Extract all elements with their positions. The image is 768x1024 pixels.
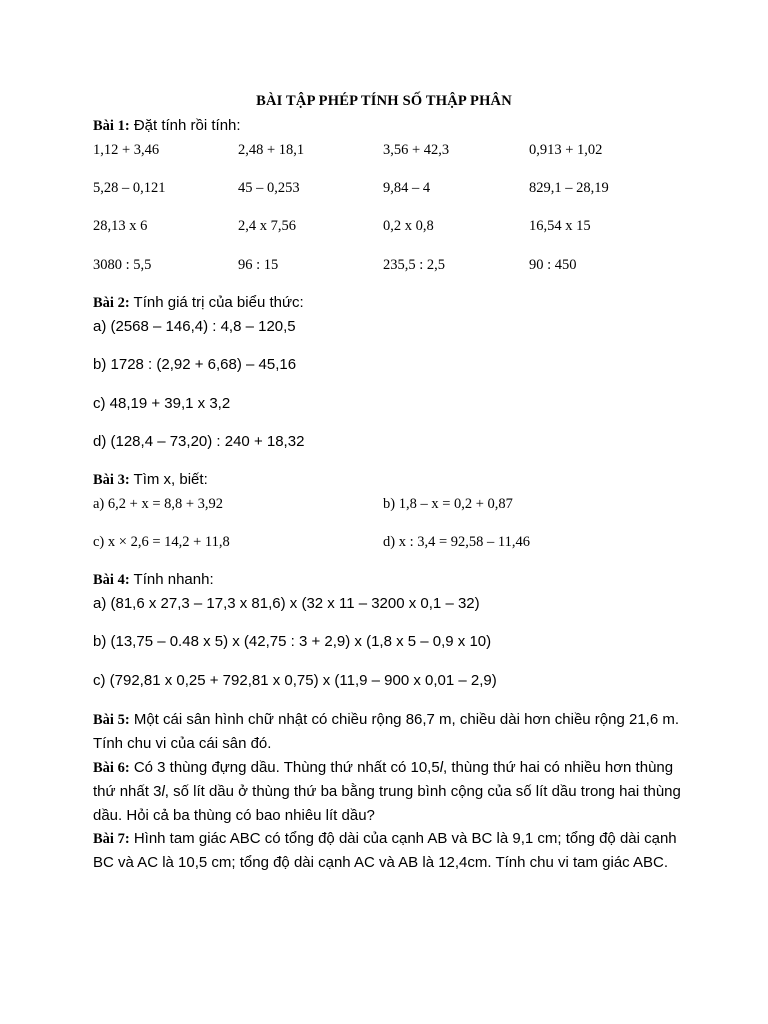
calc-item: 235,5 : 2,5 <box>383 257 446 273</box>
quick-calc-item: b) (13,75 – 0.48 x 5) x (42,75 : 3 + 2,9) x (1,8 x 5 – 0,9 x 10) <box>93 633 492 650</box>
exercise-1-prompt: Đặt tính rồi tính: <box>129 117 241 134</box>
quick-calc-item: c) (792,81 x 0,25 + 792,81 x 0,75) x (11,9 – 900 x 0,01 – 2,9) <box>93 672 497 689</box>
exercise-6-text: Có 3 thùng đựng dầu. Thùng thứ nhất có 10,5 <box>129 759 440 776</box>
calc-item: 3080 : 5,5 <box>93 257 152 273</box>
page-title: BÀI TẬP PHÉP TÍNH SỐ THẬP PHÂN <box>256 93 512 109</box>
exercise-5-text: Một cái sân hình chữ nhật có chiều rộng 86,7 m, chiều dài hơn chiều rộng 21,6 m. Tính chu vi của cái sân đó. <box>93 711 680 752</box>
expression-item: c) 48,19 + 39,1 x 3,2 <box>93 395 231 412</box>
calc-item: 45 – 0,253 <box>238 180 300 196</box>
exercise-1-heading <box>93 117 241 135</box>
exercise-5-label: Bài 5: <box>93 712 130 728</box>
calc-item: 28,13 x 6 <box>93 218 148 234</box>
exercise-3-prompt: Tìm x, biết: <box>129 471 208 488</box>
calc-item: 2,48 + 18,1 <box>238 142 305 158</box>
calc-item: 5,28 – 0,121 <box>93 180 166 196</box>
calc-item: 9,84 – 4 <box>383 180 431 196</box>
expression-item: d) (128,4 – 73,20) : 240 + 18,32 <box>93 433 305 450</box>
calc-item: 90 : 450 <box>529 257 577 273</box>
exercise-3-heading <box>93 471 208 489</box>
quick-calc-item: a) (81,6 x 27,3 – 17,3 x 81,6) x (32 x 11 – 3200 x 0,1 – 32) <box>93 595 480 612</box>
exercise-7-text: Hình tam giác ABC có tổng độ dài của cạnh AB và BC là 9,1 cm; tổng độ dài cạnh BC và AC là 10,5 cm; tổng độ dài cạnh AC và AB là 12,4cm. Tính chu vi tam giác ABC. <box>93 830 677 871</box>
expression-item: b) 1728 : (2,92 + 6,68) – 45,16 <box>93 356 297 373</box>
calc-item: 0,2 x 0,8 <box>383 218 434 234</box>
exercise-2-prompt: Tính giá trị của biểu thức: <box>129 294 304 311</box>
equation-item: b) 1,8 – x = 0,2 + 0,87 <box>383 496 513 512</box>
exercise-6-label: Bài 6: <box>93 760 130 776</box>
exercise-6-unit: l <box>161 783 165 800</box>
calc-item: 1,12 + 3,46 <box>93 142 160 158</box>
calc-item: 16,54 x 15 <box>529 218 591 234</box>
calc-item: 829,1 – 28,19 <box>529 180 609 196</box>
exercise-5 <box>93 708 683 756</box>
exercise-6-text: , số lít dầu ở thùng thứ ba bằng trung bình cộng của số lít dầu trong hai thùng dầu. Hỏi cả ba thùng có bao nhiêu lít dầu? <box>93 783 681 824</box>
exercise-2-heading <box>93 294 304 312</box>
exercise-2-label: Bài 2: <box>93 295 130 311</box>
calc-item: 3,56 + 42,3 <box>383 142 450 158</box>
calc-item: 0,913 + 1,02 <box>529 142 603 158</box>
equation-item: a) 6,2 + x = 8,8 + 3,92 <box>93 496 224 512</box>
exercise-6-unit: l <box>439 759 444 776</box>
exercise-3-label: Bài 3: <box>93 472 130 488</box>
exercise-4-label: Bài 4: <box>93 572 130 588</box>
calc-item: 96 : 15 <box>238 257 279 273</box>
exercise-1-label: Bài 1: <box>93 118 130 134</box>
exercise-7-label: Bài 7: <box>93 831 130 847</box>
calc-item: 2,4 x 7,56 <box>238 218 296 234</box>
exercise-6 <box>93 756 683 828</box>
expression-item: a) (2568 – 146,4) : 4,8 – 120,5 <box>93 318 296 335</box>
exercise-4-heading <box>93 571 214 589</box>
equation-item: c) x × 2,6 = 14,2 + 11,8 <box>93 534 230 550</box>
exercise-6-text: , thùng thứ hai có nhiều hơn thùng thứ nhất 3 <box>93 759 674 800</box>
equation-item: d) x : 3,4 = 92,58 – 11,46 <box>383 534 530 550</box>
exercise-4-prompt: Tính nhanh: <box>129 571 214 588</box>
exercise-7 <box>93 827 683 875</box>
